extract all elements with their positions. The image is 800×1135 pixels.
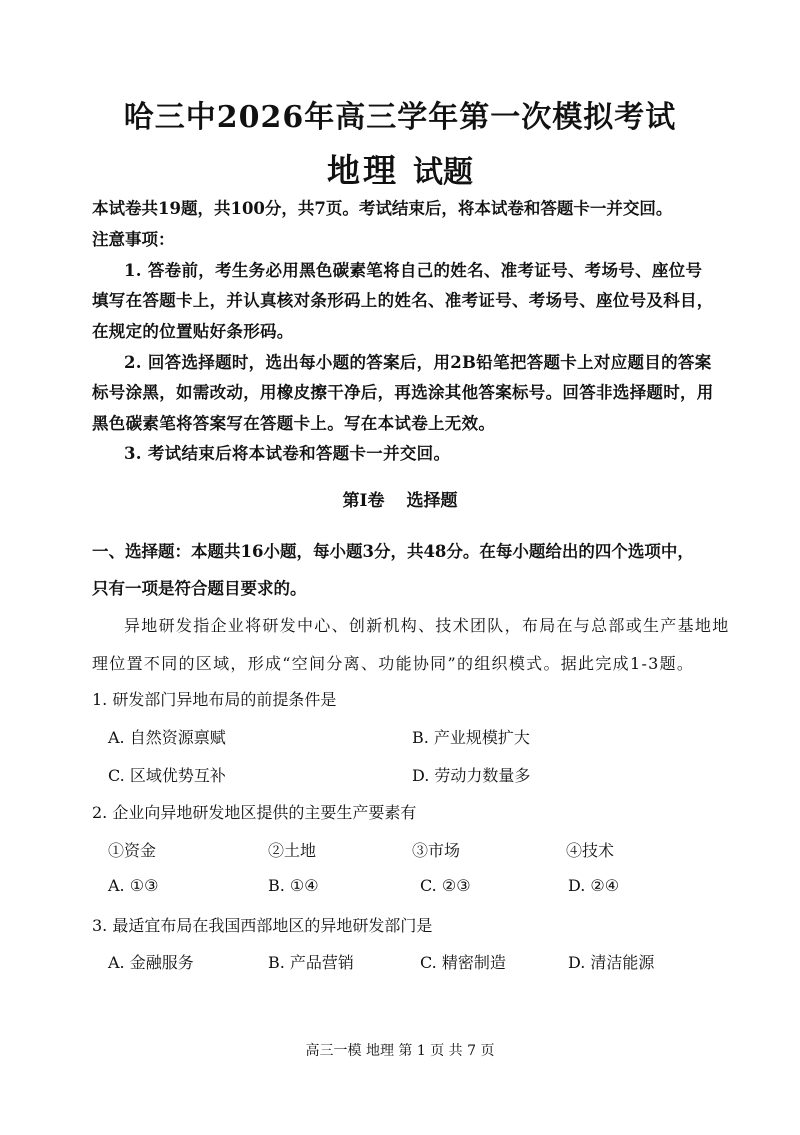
question-2-option-c: C. ②③ (420, 876, 471, 895)
question-2-option-b: B. ①④ (268, 876, 319, 895)
question-3-option-d: D. 清洁能源 (568, 953, 655, 972)
note-2-line-1: 2. 回答选择题时，选出每小题的答案后，用2B铅笔把答题卡上对应题目的答案 (124, 353, 712, 372)
question-2-item-3: ③市场 (412, 841, 461, 860)
note-1-line-2: 填写在答题卡上，并认真核对条形码上的姓名、准考证号、考场号、座位号及科目， (92, 291, 714, 310)
question-1-stem: 1. 研发部门异地布局的前提条件是 (92, 690, 337, 709)
question-1-option-b: B. 产业规模扩大 (412, 728, 530, 747)
passage-line-2: 理位置不同的区域，形成“空间分离、功能协同”的组织模式。据此完成1-3题。 (92, 654, 695, 673)
question-2-stem: 2. 企业向异地研发地区提供的主要生产要素有 (92, 803, 417, 822)
section-heading (0, 486, 800, 511)
page-footer: 高三一模 地理 第 1 页 共 7 页 (305, 1043, 495, 1059)
exam-subtitle (0, 145, 800, 192)
question-1-option-d: D. 劳动力数量多 (412, 766, 531, 785)
question-1-option-c: C. 区域优势互补 (108, 766, 226, 785)
exam-intro: 本试卷共19题，共100分，共7页。考试结束后，将本试卷和答题卡一并交回。 (92, 199, 673, 218)
instruction-line-2: 只有一项是符合题目要求的。 (92, 579, 307, 598)
notes-title: 注意事项： (92, 230, 175, 249)
passage-line-1: 异地研发指企业将研发中心、创新机构、技术团队，布局在与总部或生产基地地 (124, 616, 730, 635)
subject-name: 地理 (327, 151, 399, 190)
question-2-item-2: ②土地 (268, 841, 317, 860)
section-name: 选择题 (406, 491, 458, 511)
exam-title: 哈三中2026年高三学年第一次模拟考试 (123, 100, 677, 135)
paper-type: 试题 (413, 155, 473, 190)
question-3-option-a: A. 金融服务 (108, 953, 194, 972)
question-2-option-d: D. ②④ (568, 876, 620, 895)
question-3-option-c: C. 精密制造 (420, 953, 506, 972)
note-1-line-3: 在规定的位置贴好条形码。 (92, 322, 294, 341)
instruction-line-1: 一、选择题：本题共16小题，每小题3分，共48分。在每小题给出的四个选项中， (92, 542, 694, 561)
section-part: 第Ⅰ卷 (342, 491, 385, 511)
question-3-option-b: B. 产品营销 (268, 953, 354, 972)
question-2-option-a: A. ①③ (108, 876, 159, 895)
question-2-item-1: ①资金 (108, 841, 157, 860)
question-1-option-a: A. 自然资源禀赋 (108, 728, 226, 747)
question-2-item-4: ④技术 (566, 841, 615, 860)
note-1-line-1: 1. 答卷前，考生务必用黑色碳素笔将自己的姓名、准考证号、考场号、座位号 (124, 261, 703, 280)
note-2-line-2: 标号涂黑，如需改动，用橡皮擦干净后，再选涂其他答案标号。回答非选择题时，用 (92, 383, 714, 402)
note-2-line-3: 黑色碳素笔将答案写在答题卡上。写在本试卷上无效。 (92, 414, 496, 433)
question-3-stem: 3. 最适宜布局在我国西部地区的异地研发部门是 (92, 916, 433, 935)
note-3-line-1: 3. 考试结束后将本试卷和答题卡一并交回。 (124, 444, 451, 463)
